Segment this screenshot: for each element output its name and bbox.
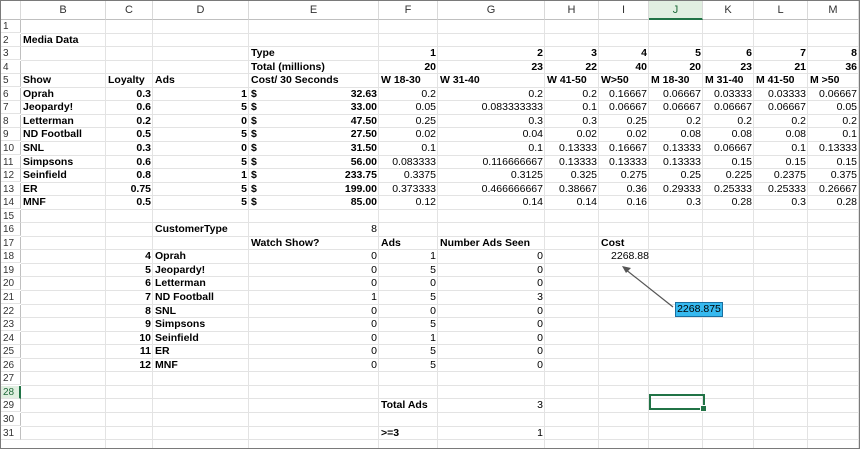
gridline-row bbox=[21, 222, 860, 223]
cell-C8[interactable]: 0.2 bbox=[136, 115, 151, 127]
cell-J14[interactable]: 0.3 bbox=[686, 196, 701, 208]
cell-E14[interactable]: 85.00 bbox=[350, 196, 377, 208]
row-header-15[interactable]: 15 bbox=[1, 210, 21, 223]
cell-B2[interactable]: Media Data bbox=[23, 34, 79, 46]
cell-B7[interactable]: Jeopardy! bbox=[23, 101, 74, 113]
column-header-E[interactable]: E bbox=[249, 1, 379, 20]
cell-G11[interactable]: 0.116666667 bbox=[482, 156, 543, 168]
fill-handle[interactable] bbox=[700, 405, 707, 412]
cell-M3[interactable]: 8 bbox=[851, 47, 857, 59]
cell-E9[interactable]: $ bbox=[251, 128, 257, 140]
cell-J7[interactable]: 0.06667 bbox=[663, 101, 701, 113]
row-header-17[interactable]: 17 bbox=[1, 237, 21, 250]
row-header-21[interactable]: 21 bbox=[1, 291, 21, 304]
row-header-19[interactable]: 19 bbox=[1, 264, 21, 277]
cell-I17[interactable]: Cost bbox=[601, 237, 625, 249]
row-header-26[interactable]: 26 bbox=[1, 359, 21, 372]
row-header-27[interactable]: 27 bbox=[1, 372, 21, 385]
cell-F17[interactable]: Ads bbox=[381, 237, 401, 249]
cell-F21[interactable]: 5 bbox=[430, 291, 436, 303]
row-header-25[interactable]: 25 bbox=[1, 345, 21, 358]
row-header-29[interactable]: 29 bbox=[1, 399, 21, 412]
cell-H14[interactable]: 0.14 bbox=[576, 196, 597, 208]
cell-E8[interactable]: 47.50 bbox=[350, 115, 377, 127]
cell-M10[interactable]: 0.13333 bbox=[819, 142, 857, 154]
cell-G22[interactable]: 0 bbox=[537, 305, 543, 317]
row-header-11[interactable]: 11 bbox=[1, 156, 21, 169]
cell-E26[interactable]: 0 bbox=[371, 359, 377, 371]
cell-M7[interactable]: 0.05 bbox=[836, 101, 857, 113]
cell-E3[interactable]: Type bbox=[251, 47, 275, 59]
gridline-row bbox=[21, 385, 860, 386]
cell-G24[interactable]: 0 bbox=[537, 332, 543, 344]
cell-E16[interactable]: 8 bbox=[371, 223, 377, 235]
cell-G9[interactable]: 0.04 bbox=[522, 128, 543, 140]
cell-D12[interactable]: 1 bbox=[241, 169, 247, 181]
cell-E4[interactable]: Total (millions) bbox=[251, 61, 325, 73]
row-header-30[interactable]: 30 bbox=[1, 413, 21, 426]
cell-B13[interactable]: ER bbox=[23, 183, 38, 195]
cell-F20[interactable]: 0 bbox=[430, 277, 436, 289]
column-header-K[interactable]: K bbox=[703, 1, 754, 20]
cell-J10[interactable]: 0.13333 bbox=[663, 142, 701, 154]
cell-E23[interactable]: 0 bbox=[371, 318, 377, 330]
cell-D23[interactable]: Simpsons bbox=[155, 318, 206, 330]
cell-F25[interactable]: 5 bbox=[430, 345, 436, 357]
cell-F13[interactable]: 0.373333 bbox=[392, 183, 436, 195]
cell-G4[interactable]: 23 bbox=[531, 61, 543, 73]
cell-G29[interactable]: 3 bbox=[537, 399, 543, 411]
cell-D10[interactable]: 0 bbox=[241, 142, 247, 154]
cell-E10[interactable]: 31.50 bbox=[350, 142, 377, 154]
cell-G25[interactable]: 0 bbox=[537, 345, 543, 357]
cell-H5[interactable]: W 41-50 bbox=[547, 74, 587, 86]
cell-F11[interactable]: 0.083333 bbox=[392, 156, 436, 168]
cell-L11[interactable]: 0.15 bbox=[785, 156, 806, 168]
cell-K6[interactable]: 0.03333 bbox=[714, 88, 752, 100]
cell-E19[interactable]: 0 bbox=[371, 264, 377, 276]
cell-D11[interactable]: 5 bbox=[241, 156, 247, 168]
gridline-row bbox=[21, 412, 860, 413]
cell-C12[interactable]: 0.8 bbox=[136, 169, 151, 181]
cell-D26[interactable]: MNF bbox=[155, 359, 178, 371]
cell-D5[interactable]: Ads bbox=[155, 74, 175, 86]
column-header-J[interactable]: J bbox=[649, 1, 703, 20]
cell-G12[interactable]: 0.3125 bbox=[510, 169, 543, 181]
cell-D20[interactable]: Letterman bbox=[155, 277, 206, 289]
cell-G8[interactable]: 0.3 bbox=[528, 115, 543, 127]
cell-B11[interactable]: Simpsons bbox=[23, 156, 74, 168]
column-header-I[interactable]: I bbox=[599, 1, 649, 20]
cell-E14[interactable]: $ bbox=[251, 196, 257, 208]
cell-J3[interactable]: 5 bbox=[695, 47, 701, 59]
cell-E10[interactable]: $ bbox=[251, 142, 257, 154]
cell-L10[interactable]: 0.1 bbox=[791, 142, 806, 154]
cell-C7[interactable]: 0.6 bbox=[136, 101, 151, 113]
row-header-7[interactable]: 7 bbox=[1, 101, 21, 114]
cell-H3[interactable]: 3 bbox=[591, 47, 597, 59]
cell-F19[interactable]: 5 bbox=[430, 264, 436, 276]
cell-E6[interactable]: 32.63 bbox=[350, 88, 377, 100]
column-header-G[interactable]: G bbox=[438, 1, 545, 20]
row-header-31[interactable]: 31 bbox=[1, 427, 21, 440]
cell-C13[interactable]: 0.75 bbox=[130, 183, 151, 195]
cell-C6[interactable]: 0.3 bbox=[136, 88, 151, 100]
cell-I11[interactable]: 0.13333 bbox=[609, 156, 647, 168]
cell-E17[interactable]: Watch Show? bbox=[251, 237, 320, 249]
cell-F12[interactable]: 0.3375 bbox=[403, 169, 436, 181]
cell-C9[interactable]: 0.5 bbox=[136, 128, 151, 140]
cell-K11[interactable]: 0.15 bbox=[731, 156, 752, 168]
cell-L13[interactable]: 0.25333 bbox=[768, 183, 806, 195]
row-header-6[interactable]: 6 bbox=[1, 88, 21, 101]
row-header-10[interactable]: 10 bbox=[1, 142, 21, 155]
gridline-row bbox=[21, 33, 860, 34]
cell-L8[interactable]: 0.2 bbox=[791, 115, 806, 127]
row-header-9[interactable]: 9 bbox=[1, 128, 21, 141]
cell-I8[interactable]: 0.25 bbox=[626, 115, 647, 127]
cell-I4[interactable]: 40 bbox=[635, 61, 647, 73]
cell-G18[interactable]: 0 bbox=[537, 250, 543, 262]
cell-I7[interactable]: 0.06667 bbox=[609, 101, 647, 113]
cell-M12[interactable]: 0.375 bbox=[830, 169, 857, 181]
cell-J6[interactable]: 0.06667 bbox=[663, 88, 701, 100]
cell-M14[interactable]: 0.28 bbox=[836, 196, 857, 208]
cell-E7[interactable]: $ bbox=[251, 101, 257, 113]
cell-G14[interactable]: 0.14 bbox=[522, 196, 543, 208]
cell-F5[interactable]: W 18-30 bbox=[381, 74, 421, 86]
cell-I3[interactable]: 4 bbox=[641, 47, 647, 59]
cell-D25[interactable]: ER bbox=[155, 345, 170, 357]
row-header-16[interactable]: 16 bbox=[1, 223, 21, 236]
row-header-8[interactable]: 8 bbox=[1, 115, 21, 128]
cell-F22[interactable]: 0 bbox=[430, 305, 436, 317]
cell-E12[interactable]: 233.75 bbox=[344, 169, 377, 181]
cell-J11[interactable]: 0.13333 bbox=[663, 156, 701, 168]
cell-M8[interactable]: 0.2 bbox=[842, 115, 857, 127]
cell-E6[interactable]: $ bbox=[251, 88, 257, 100]
cell-H6[interactable]: 0.2 bbox=[582, 88, 597, 100]
cell-K7[interactable]: 0.06667 bbox=[714, 101, 752, 113]
cell-M9[interactable]: 0.1 bbox=[842, 128, 857, 140]
cell-F31[interactable]: >=3 bbox=[381, 427, 400, 439]
cell-E24[interactable]: 0 bbox=[371, 332, 377, 344]
column-header-C[interactable]: C bbox=[106, 1, 153, 20]
cell-F3[interactable]: 1 bbox=[430, 47, 436, 59]
cell-C5[interactable]: Loyalty bbox=[108, 74, 145, 86]
cell-F6[interactable]: 0.2 bbox=[421, 88, 436, 100]
cell-E11[interactable]: 56.00 bbox=[350, 156, 377, 168]
row-header-20[interactable]: 20 bbox=[1, 277, 21, 290]
cell-K8[interactable]: 0.2 bbox=[737, 115, 752, 127]
cell-B6[interactable]: Oprah bbox=[23, 88, 54, 100]
cell-E8[interactable]: $ bbox=[251, 115, 257, 127]
cell-L9[interactable]: 0.08 bbox=[785, 128, 806, 140]
cell-H12[interactable]: 0.325 bbox=[570, 169, 597, 181]
row-header-23[interactable]: 23 bbox=[1, 318, 21, 331]
cell-B5[interactable]: Show bbox=[23, 74, 51, 86]
column-header-B[interactable]: B bbox=[21, 1, 106, 20]
cell-E18[interactable]: 0 bbox=[371, 250, 377, 262]
cell-D9[interactable]: 5 bbox=[241, 128, 247, 140]
cell-F4[interactable]: 20 bbox=[424, 61, 436, 73]
column-header-H[interactable]: H bbox=[545, 1, 599, 20]
cell-H13[interactable]: 0.38667 bbox=[559, 183, 597, 195]
cell-D16[interactable]: CustomerType bbox=[155, 223, 228, 235]
cell-F18[interactable]: 1 bbox=[430, 250, 436, 262]
cell-H8[interactable]: 0.3 bbox=[582, 115, 597, 127]
cell-K4[interactable]: 23 bbox=[740, 61, 752, 73]
cell-E20[interactable]: 0 bbox=[371, 277, 377, 289]
row-header-28[interactable]: 28 bbox=[1, 386, 21, 399]
cell-I14[interactable]: 0.16 bbox=[626, 196, 647, 208]
row-header-22[interactable]: 22 bbox=[1, 305, 21, 318]
cell-F24[interactable]: 1 bbox=[430, 332, 436, 344]
cell-C22[interactable]: 8 bbox=[145, 305, 151, 317]
cell-G23[interactable]: 0 bbox=[537, 318, 543, 330]
cell-G5[interactable]: W 31-40 bbox=[440, 74, 480, 86]
select-all-corner[interactable] bbox=[1, 1, 21, 20]
cell-F8[interactable]: 0.25 bbox=[415, 115, 436, 127]
cell-I10[interactable]: 0.16667 bbox=[609, 142, 647, 154]
cell-K3[interactable]: 6 bbox=[746, 47, 752, 59]
row-header-13[interactable]: 13 bbox=[1, 183, 21, 196]
cell-E13[interactable]: $ bbox=[251, 183, 257, 195]
cell-F14[interactable]: 0.12 bbox=[415, 196, 436, 208]
cell-H7[interactable]: 0.1 bbox=[582, 101, 597, 113]
cell-J4[interactable]: 20 bbox=[689, 61, 701, 73]
column-header-D[interactable]: D bbox=[153, 1, 249, 20]
row-header-24[interactable]: 24 bbox=[1, 332, 21, 345]
cell-C25[interactable]: 11 bbox=[139, 345, 151, 357]
row-header-12[interactable]: 12 bbox=[1, 169, 21, 182]
cell-K12[interactable]: 0.225 bbox=[725, 169, 752, 181]
cell-I13[interactable]: 0.36 bbox=[626, 183, 647, 195]
cell-G21[interactable]: 3 bbox=[537, 291, 543, 303]
cell-D7[interactable]: 5 bbox=[241, 101, 247, 113]
cell-J12[interactable]: 0.25 bbox=[680, 169, 701, 181]
cell-C11[interactable]: 0.6 bbox=[136, 156, 151, 168]
row-header-3[interactable]: 3 bbox=[1, 47, 21, 60]
cell-K9[interactable]: 0.08 bbox=[731, 128, 752, 140]
cell-G31[interactable]: 1 bbox=[537, 427, 543, 439]
cell-E7[interactable]: 33.00 bbox=[350, 101, 377, 113]
cell-C23[interactable]: 9 bbox=[145, 318, 151, 330]
cell-C18[interactable]: 4 bbox=[145, 250, 151, 262]
row-header-14[interactable]: 14 bbox=[1, 196, 21, 209]
cell-F23[interactable]: 5 bbox=[430, 318, 436, 330]
active-cell-J28[interactable] bbox=[649, 394, 705, 410]
cell-J8[interactable]: 0.2 bbox=[686, 115, 701, 127]
cell-B14[interactable]: MNF bbox=[23, 196, 46, 208]
cell-G20[interactable]: 0 bbox=[537, 277, 543, 289]
column-header-F[interactable]: F bbox=[379, 1, 438, 20]
row-header-4[interactable]: 4 bbox=[1, 61, 21, 74]
cell-M11[interactable]: 0.15 bbox=[836, 156, 857, 168]
cell-D24[interactable]: Seinfield bbox=[155, 332, 199, 344]
cell-I6[interactable]: 0.16667 bbox=[609, 88, 647, 100]
cell-C20[interactable]: 6 bbox=[145, 277, 151, 289]
gridline-row bbox=[21, 209, 860, 210]
cell-M5[interactable]: M >50 bbox=[810, 74, 840, 86]
cell-G3[interactable]: 2 bbox=[537, 47, 543, 59]
value-callout: 2268.875 bbox=[675, 302, 723, 317]
cell-E12[interactable]: $ bbox=[251, 169, 257, 181]
cell-B9[interactable]: ND Football bbox=[23, 128, 82, 140]
cell-G19[interactable]: 0 bbox=[537, 264, 543, 276]
cell-E25[interactable]: 0 bbox=[371, 345, 377, 357]
cell-C14[interactable]: 0.5 bbox=[136, 196, 151, 208]
cell-G17[interactable]: Number Ads Seen bbox=[440, 237, 531, 249]
cell-D8[interactable]: 0 bbox=[241, 115, 247, 127]
column-header-M[interactable]: M bbox=[808, 1, 859, 20]
cell-E11[interactable]: $ bbox=[251, 156, 257, 168]
row-header-18[interactable]: 18 bbox=[1, 250, 21, 263]
cell-K13[interactable]: 0.25333 bbox=[714, 183, 752, 195]
cell-H4[interactable]: 22 bbox=[585, 61, 597, 73]
cell-C19[interactable]: 5 bbox=[145, 264, 151, 276]
cell-I9[interactable]: 0.02 bbox=[626, 128, 647, 140]
cell-L5[interactable]: M 41-50 bbox=[756, 74, 795, 86]
cell-E9[interactable]: 27.50 bbox=[350, 128, 377, 140]
cell-I12[interactable]: 0.275 bbox=[620, 169, 647, 181]
cell-M4[interactable]: 36 bbox=[845, 61, 857, 73]
cell-G10[interactable]: 0.1 bbox=[528, 142, 543, 154]
cell-I18[interactable]: 2268.88 bbox=[611, 250, 649, 262]
cell-D22[interactable]: SNL bbox=[155, 305, 176, 317]
cell-L3[interactable]: 7 bbox=[800, 47, 806, 59]
row-header-2[interactable]: 2 bbox=[1, 34, 21, 47]
cell-M6[interactable]: 0.06667 bbox=[819, 88, 857, 100]
cell-E22[interactable]: 0 bbox=[371, 305, 377, 317]
cell-F10[interactable]: 0.1 bbox=[421, 142, 436, 154]
cell-L6[interactable]: 0.03333 bbox=[768, 88, 806, 100]
cell-L14[interactable]: 0.3 bbox=[791, 196, 806, 208]
cell-J13[interactable]: 0.29333 bbox=[663, 183, 701, 195]
cell-G6[interactable]: 0.2 bbox=[528, 88, 543, 100]
cell-F26[interactable]: 5 bbox=[430, 359, 436, 371]
cell-M13[interactable]: 0.26667 bbox=[819, 183, 857, 195]
cell-D6[interactable]: 1 bbox=[241, 88, 247, 100]
cell-C24[interactable]: 10 bbox=[139, 332, 151, 344]
cell-E5[interactable]: Cost/ 30 Seconds bbox=[251, 74, 339, 86]
cell-F29[interactable]: Total Ads bbox=[381, 399, 428, 411]
cell-L4[interactable]: 21 bbox=[794, 61, 806, 73]
row-header-5[interactable]: 5 bbox=[1, 74, 21, 87]
cell-D18[interactable]: Oprah bbox=[155, 250, 186, 262]
cell-I5[interactable]: W>50 bbox=[601, 74, 629, 86]
cell-K10[interactable]: 0.06667 bbox=[714, 142, 752, 154]
cell-J9[interactable]: 0.08 bbox=[680, 128, 701, 140]
row-header-1[interactable]: 1 bbox=[1, 20, 21, 33]
cell-D19[interactable]: Jeopardy! bbox=[155, 264, 206, 276]
cell-K14[interactable]: 0.28 bbox=[731, 196, 752, 208]
cell-G7[interactable]: 0.083333333 bbox=[481, 101, 543, 113]
cell-H10[interactable]: 0.13333 bbox=[559, 142, 597, 154]
cell-F7[interactable]: 0.05 bbox=[415, 101, 436, 113]
cell-D13[interactable]: 5 bbox=[241, 183, 247, 195]
cell-C26[interactable]: 12 bbox=[139, 359, 151, 371]
cell-B12[interactable]: Seinfield bbox=[23, 169, 67, 181]
cell-L7[interactable]: 0.06667 bbox=[768, 101, 806, 113]
cell-L12[interactable]: 0.2375 bbox=[773, 169, 806, 181]
column-header-L[interactable]: L bbox=[754, 1, 808, 20]
cell-C21[interactable]: 7 bbox=[145, 291, 151, 303]
cell-D21[interactable]: ND Football bbox=[155, 291, 214, 303]
cell-E13[interactable]: 199.00 bbox=[344, 183, 377, 195]
cell-H9[interactable]: 0.02 bbox=[576, 128, 597, 140]
cell-G13[interactable]: 0.466666667 bbox=[481, 183, 543, 195]
cell-D14[interactable]: 5 bbox=[241, 196, 247, 208]
cell-J5[interactable]: M 18-30 bbox=[651, 74, 690, 86]
cell-C10[interactable]: 0.3 bbox=[136, 142, 151, 154]
cell-G26[interactable]: 0 bbox=[537, 359, 543, 371]
cell-H11[interactable]: 0.13333 bbox=[559, 156, 597, 168]
cell-K5[interactable]: M 31-40 bbox=[705, 74, 744, 86]
cell-B10[interactable]: SNL bbox=[23, 142, 44, 154]
cell-B8[interactable]: Letterman bbox=[23, 115, 74, 127]
cell-F9[interactable]: 0.02 bbox=[415, 128, 436, 140]
cell-E21[interactable]: 1 bbox=[371, 291, 377, 303]
